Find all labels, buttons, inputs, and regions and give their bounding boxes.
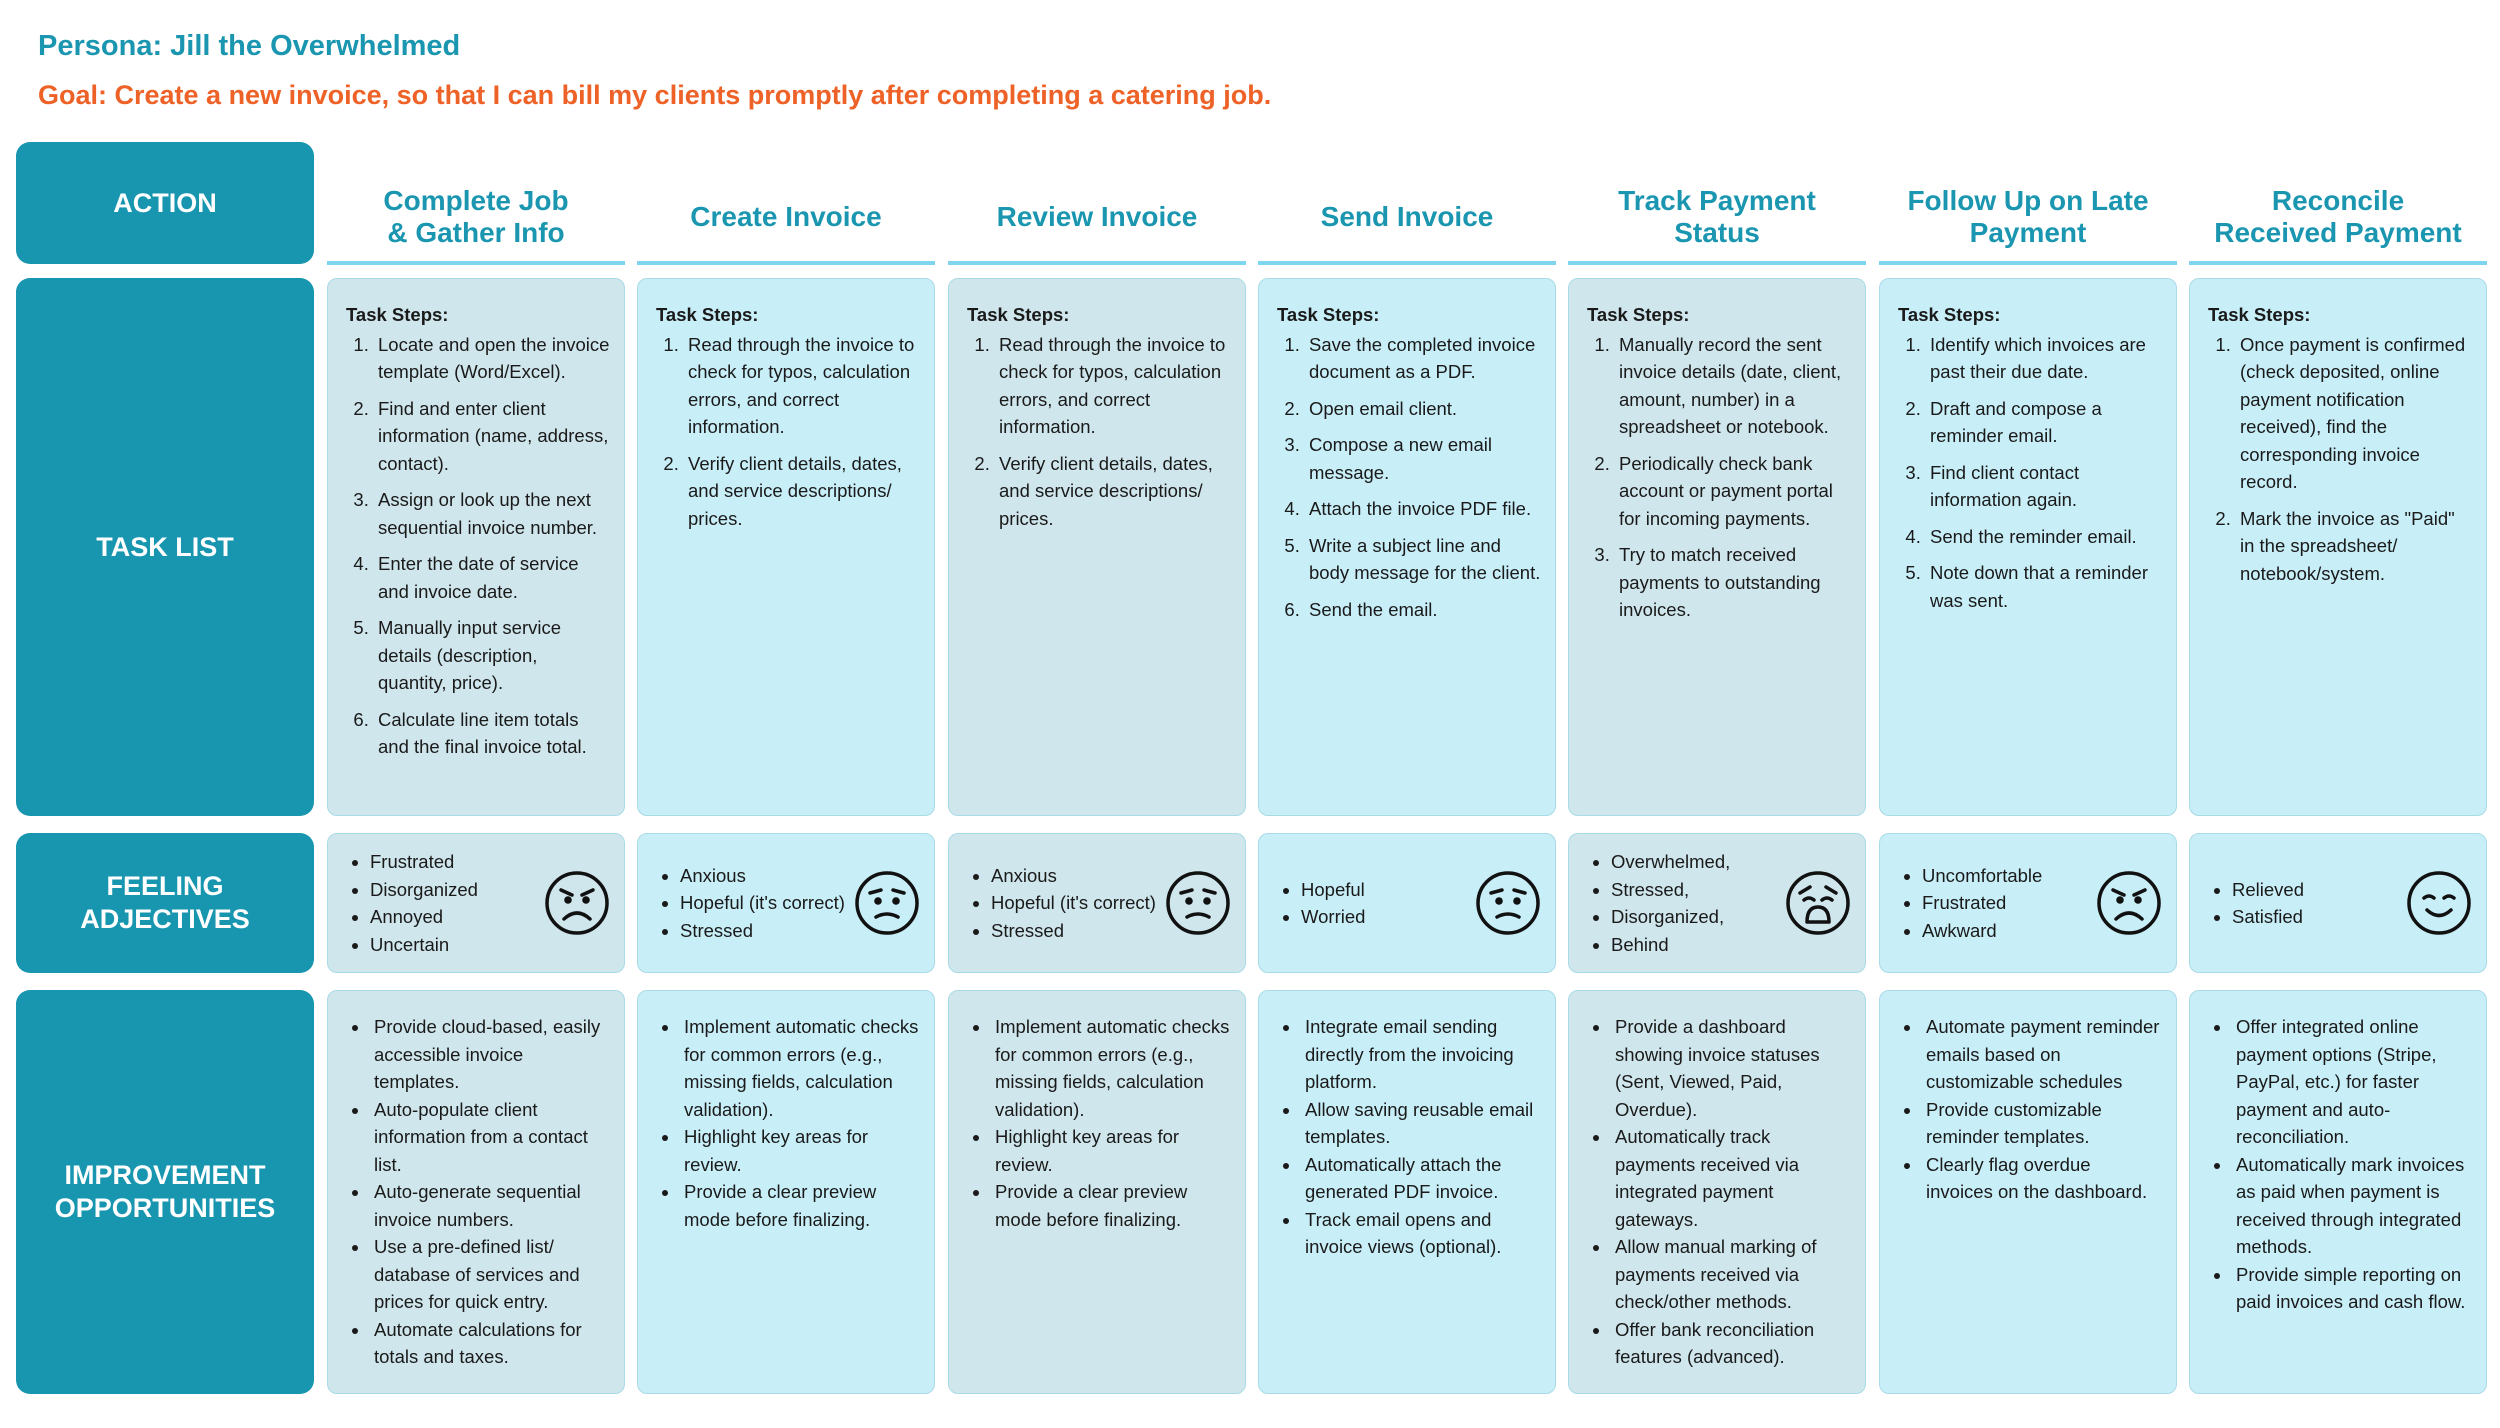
- improvement-item: • Provide cloud-based, easily accessible invoice templates.: [370, 1013, 610, 1096]
- improvement-item: • Allow manual marking of payments received via check/other methods.: [1611, 1233, 1851, 1316]
- angry-face-icon: [544, 870, 610, 936]
- feeling-list: [1591, 848, 1785, 958]
- row-label-feeling-adjectives: FEELING ADJECTIVES: [16, 833, 314, 973]
- improvement-item: • Offer integrated online payment options (Stripe, PayPal, etc.) for faster payment and auto-reconciliation.: [2232, 1013, 2472, 1151]
- improvement-list: [971, 1013, 1231, 1233]
- stage-underline: [1879, 261, 2177, 265]
- improvement-item: • Allow saving reusable email templates.: [1301, 1096, 1541, 1151]
- feeling-card: [327, 833, 625, 973]
- improvement-item: • Auto-generate sequential invoice numbers.: [370, 1178, 610, 1233]
- improvement-item: • Automatically mark invoices as paid when payment is received through integrated methods.: [2232, 1151, 2472, 1261]
- task-steps-list: [1277, 331, 1541, 624]
- feeling-list: [660, 862, 854, 945]
- feeling-card: [1879, 833, 2177, 973]
- improvement-list: [2212, 1013, 2472, 1316]
- task-step: 6. Calculate line item totals and the final invoice total.: [374, 706, 610, 761]
- improvement-card: [948, 990, 1246, 1394]
- feeling-item: • Disorganized: [370, 876, 544, 904]
- task-step: 1. Manually record the sent invoice details (date, client, amount, number) in a spreadsheet or notebook.: [1615, 331, 1851, 441]
- task-step: 1. Read through the invoice to check for typos, calculation errors, and correct information.: [684, 331, 920, 441]
- worried-face-icon: [1475, 870, 1541, 936]
- task-steps-heading: Task Steps:: [1898, 304, 2001, 325]
- improvement-item: • Automate calculations for totals and taxes.: [370, 1316, 610, 1371]
- task-step: 3. Compose a new email message.: [1305, 431, 1541, 486]
- improvement-item: • Highlight key areas for review.: [680, 1123, 920, 1178]
- task-card: [637, 278, 935, 816]
- stage-title: Review Invoice: [996, 201, 1198, 232]
- feeling-card: [2189, 833, 2487, 973]
- improvement-item: • Track email opens and invoice views (optional).: [1301, 1206, 1541, 1261]
- task-steps-list: [656, 331, 920, 533]
- task-steps-list: [1898, 331, 2162, 615]
- feeling-card: [637, 833, 935, 973]
- improvement-card: [1879, 990, 2177, 1394]
- stage-underline: [2189, 261, 2487, 265]
- stage-underline: [637, 261, 935, 265]
- task-steps-list: [2208, 331, 2472, 588]
- task-step: 2. Mark the invoice as "Paid" in the spreadsheet/ notebook/system.: [2236, 505, 2472, 588]
- task-step: 1. Locate and open the invoice template (Word/Excel).: [374, 331, 610, 386]
- stage-title: Track Payment Status: [1618, 185, 1816, 248]
- task-step: 1. Save the completed invoice document as a PDF.: [1305, 331, 1541, 386]
- task-step: 3. Find client contact information again.: [1926, 459, 2162, 514]
- improvement-item: • Clearly flag overdue invoices on the dashboard.: [1922, 1151, 2162, 1206]
- stage-underline: [1258, 261, 1556, 265]
- task-card: [2189, 278, 2487, 816]
- worried-face-icon: [854, 870, 920, 936]
- persona-title: Persona: Jill the Overwhelmed: [38, 30, 461, 62]
- stage-title: Follow Up on Late Payment: [1907, 185, 2149, 248]
- task-card: [1879, 278, 2177, 816]
- stage-underline: [1568, 261, 1866, 265]
- goal-statement: Goal: Create a new invoice, so that I can bill my clients promptly after completing a catering job.: [38, 80, 1272, 110]
- improvement-item: • Automatically attach the generated PDF invoice.: [1301, 1151, 1541, 1206]
- task-step: 5. Write a subject line and body message for the client.: [1305, 532, 1541, 587]
- stage-title: Send Invoice: [1320, 201, 1494, 232]
- feeling-list: [350, 848, 544, 958]
- feeling-list: [1902, 862, 2096, 945]
- task-steps-list: [1587, 331, 1851, 624]
- feeling-item: • Satisfied: [2232, 903, 2406, 931]
- improvement-list: [1591, 1013, 1851, 1371]
- feeling-item: • Frustrated: [370, 848, 544, 876]
- feeling-list: [971, 862, 1165, 945]
- task-step: 4. Enter the date of service and invoice date.: [374, 550, 610, 605]
- task-step: 2. Open email client.: [1305, 395, 1541, 423]
- feeling-item: • Behind: [1611, 931, 1785, 959]
- task-step: 5. Manually input service details (description, quantity, price).: [374, 614, 610, 697]
- anguished-face-icon: [1785, 870, 1851, 936]
- task-step: 2. Verify client details, dates, and service descriptions/ prices.: [684, 450, 920, 533]
- improvement-item: • Automatically track payments received via integrated payment gateways.: [1611, 1123, 1851, 1233]
- feeling-card: [1258, 833, 1556, 973]
- task-step: 4. Send the reminder email.: [1926, 523, 2162, 551]
- improvement-item: • Provide simple reporting on paid invoices and cash flow.: [2232, 1261, 2472, 1316]
- feeling-item: • Stressed: [680, 917, 854, 945]
- task-steps-heading: Task Steps:: [967, 304, 1070, 325]
- angry-face-icon: [2096, 870, 2162, 936]
- improvement-card: [1568, 990, 1866, 1394]
- improvement-item: • Use a pre-defined list/ database of services and prices for quick entry.: [370, 1233, 610, 1316]
- task-card: [327, 278, 625, 816]
- task-step: 2. Draft and compose a reminder email.: [1926, 395, 2162, 450]
- task-steps-list: [346, 331, 610, 761]
- task-steps-heading: Task Steps:: [2208, 304, 2311, 325]
- task-step: 2. Periodically check bank account or payment portal for incoming payments.: [1615, 450, 1851, 533]
- feeling-item: • Stressed: [991, 917, 1165, 945]
- feeling-item: • Anxious: [680, 862, 854, 890]
- feeling-item: • Disorganized,: [1611, 903, 1785, 931]
- stage-title: Complete Job & Gather Info: [383, 185, 569, 248]
- feeling-item: • Overwhelmed,: [1611, 848, 1785, 876]
- feeling-item: • Stressed,: [1611, 876, 1785, 904]
- improvement-item: • Provide a clear preview mode before finalizing.: [680, 1178, 920, 1233]
- feeling-item: • Frustrated: [1922, 889, 2096, 917]
- improvement-item: • Provide customizable reminder templates.: [1922, 1096, 2162, 1151]
- improvement-card: [2189, 990, 2487, 1394]
- feeling-item: • Uncomfortable: [1922, 862, 2096, 890]
- feeling-list: [2212, 876, 2406, 931]
- feeling-item: • Worried: [1301, 903, 1475, 931]
- task-steps-heading: Task Steps:: [346, 304, 449, 325]
- task-steps-heading: Task Steps:: [656, 304, 759, 325]
- task-step: 2. Verify client details, dates, and service descriptions/ prices.: [995, 450, 1231, 533]
- task-card: [948, 278, 1246, 816]
- feeling-card: [948, 833, 1246, 973]
- task-steps-heading: Task Steps:: [1587, 304, 1690, 325]
- task-step: 5. Note down that a reminder was sent.: [1926, 559, 2162, 614]
- task-step: 4. Attach the invoice PDF file.: [1305, 495, 1541, 523]
- improvement-list: [350, 1013, 610, 1371]
- improvement-item: • Integrate email sending directly from the invoicing platform.: [1301, 1013, 1541, 1096]
- feeling-item: • Annoyed: [370, 903, 544, 931]
- task-step: 1. Read through the invoice to check for typos, calculation errors, and correct information.: [995, 331, 1231, 441]
- feeling-item: • Hopeful: [1301, 876, 1475, 904]
- row-label-task-list: TASK LIST: [16, 278, 314, 816]
- feeling-item: • Uncertain: [370, 931, 544, 959]
- feeling-item: • Anxious: [991, 862, 1165, 890]
- improvement-card: [1258, 990, 1556, 1394]
- improvement-card: [327, 990, 625, 1394]
- improvement-list: [660, 1013, 920, 1233]
- stage-title: Reconcile Received Payment: [2214, 185, 2462, 248]
- improvement-item: • Highlight key areas for review.: [991, 1123, 1231, 1178]
- stage-underline: [948, 261, 1246, 265]
- row-label-improvement-opportunities: IMPROVEMENT OPPORTUNITIES: [16, 990, 314, 1394]
- task-card: [1568, 278, 1866, 816]
- improvement-item: • Implement automatic checks for common errors (e.g., missing fields, calculation validation).: [991, 1013, 1231, 1123]
- task-step: 1. Once payment is confirmed (check deposited, online payment notification received), find the corresponding invoice record.: [2236, 331, 2472, 496]
- task-steps-heading: Task Steps:: [1277, 304, 1380, 325]
- task-step: 6. Send the email.: [1305, 596, 1541, 624]
- feeling-card: [1568, 833, 1866, 973]
- task-step: 3. Assign or look up the next sequential invoice number.: [374, 486, 610, 541]
- feeling-item: • Hopeful (it's correct): [991, 889, 1165, 917]
- task-step: 2. Find and enter client information (name, address, contact).: [374, 395, 610, 478]
- improvement-item: • Automate payment reminder emails based on customizable schedules: [1922, 1013, 2162, 1096]
- worried-face-icon: [1165, 870, 1231, 936]
- improvement-card: [637, 990, 935, 1394]
- improvement-list: [1902, 1013, 2162, 1206]
- stage-title: Create Invoice: [690, 201, 882, 232]
- improvement-item: • Offer bank reconciliation features (advanced).: [1611, 1316, 1851, 1371]
- feeling-item: • Hopeful (it's correct): [680, 889, 854, 917]
- smiling-face-icon: [2406, 870, 2472, 936]
- feeling-item: • Relieved: [2232, 876, 2406, 904]
- row-label-action: ACTION: [16, 142, 314, 264]
- improvement-item: • Implement automatic checks for common errors (e.g., missing fields, calculation validation).: [680, 1013, 920, 1123]
- improvement-list: [1281, 1013, 1541, 1261]
- task-card: [1258, 278, 1556, 816]
- improvement-item: • Auto-populate client information from a contact list.: [370, 1096, 610, 1179]
- task-step: 3. Try to match received payments to outstanding invoices.: [1615, 541, 1851, 624]
- feeling-list: [1281, 876, 1475, 931]
- stage-underline: [327, 261, 625, 265]
- improvement-item: • Provide a clear preview mode before finalizing.: [991, 1178, 1231, 1233]
- task-steps-list: [967, 331, 1231, 533]
- feeling-item: • Awkward: [1922, 917, 2096, 945]
- improvement-item: • Provide a dashboard showing invoice statuses (Sent, Viewed, Paid, Overdue).: [1611, 1013, 1851, 1123]
- task-step: 1. Identify which invoices are past their due date.: [1926, 331, 2162, 386]
